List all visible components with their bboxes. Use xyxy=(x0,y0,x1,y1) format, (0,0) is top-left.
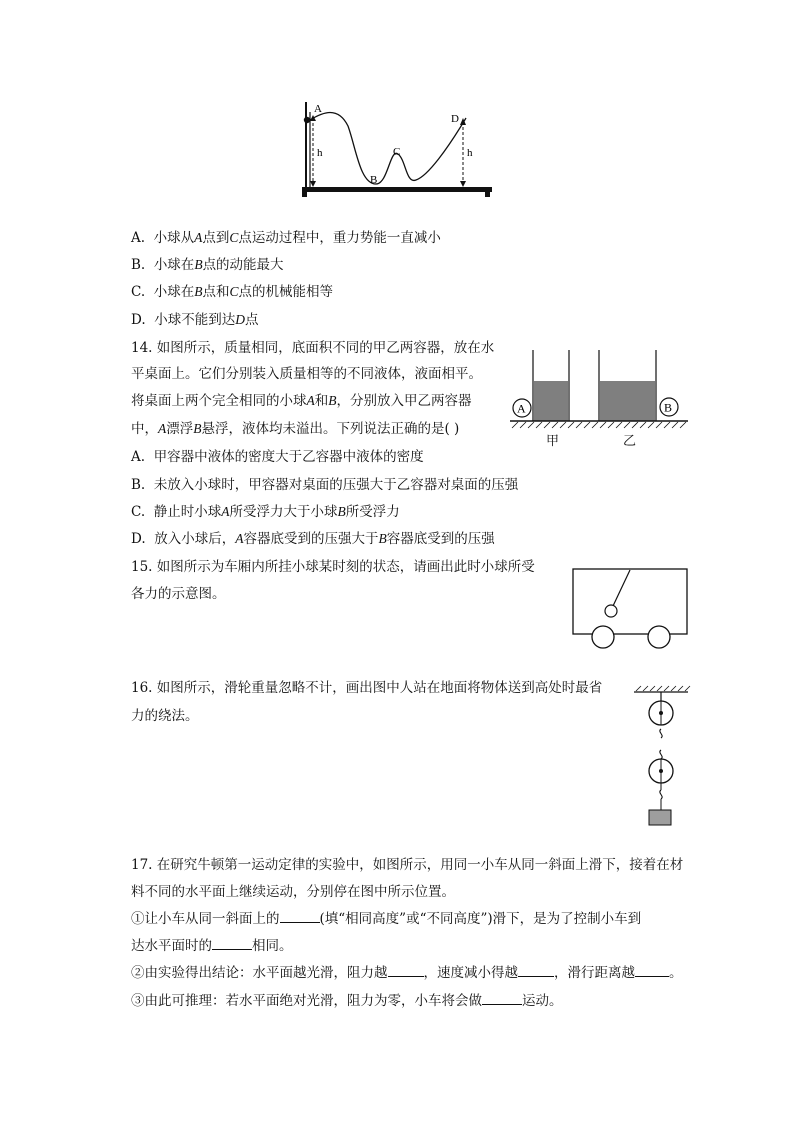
q13-track-figure xyxy=(298,98,498,202)
label-a: A xyxy=(314,103,322,115)
q14-option-a: A. 甲容器中液体的密度大于乙容器中液体的密度 xyxy=(131,449,424,465)
q14-stem-line: 中，A漂浮B悬浮，液体均未溢出。下列说法正确的是( ) xyxy=(131,421,460,437)
answer-blank[interactable] xyxy=(635,962,669,977)
q16-line: 力的绕法。 xyxy=(131,708,199,724)
svg-text:A: A xyxy=(517,401,526,416)
answer-blank[interactable] xyxy=(518,962,554,977)
label-c: C xyxy=(393,146,401,158)
label-yi: 乙 xyxy=(623,434,637,449)
q17-subq-3: ③由此可推理：若水平面绝对光滑，阻力为零，小车将会做 运动。 xyxy=(131,990,563,1011)
q16-pulley-figure xyxy=(630,684,692,830)
answer-blank[interactable] xyxy=(280,908,320,923)
q15-line: 15. 如图所示为车厢内所挂小球某时刻的状态，请画出此时小球所受 xyxy=(131,559,535,575)
liquid-yi xyxy=(600,381,655,421)
answer-blank[interactable] xyxy=(388,962,424,977)
svg-text:B: B xyxy=(664,400,673,415)
carriage-body xyxy=(573,569,687,634)
ball-icon xyxy=(304,117,310,123)
q13-option-b: B. 小球在B点的动能最大 xyxy=(131,257,284,273)
q13-option-a: A. 小球从A点到C点运动过程中，重力势能一直减小 xyxy=(131,230,441,246)
q17-subq-1-cont: 达水平面时的 相同。 xyxy=(131,935,293,956)
q17-subq-1: ①让小车从同一斜面上的 (填“相同高度”或“不同高度”)滑下，是为了控制小车到 xyxy=(131,908,641,929)
pendulum-ball-icon xyxy=(605,605,617,617)
label-h-left: h xyxy=(317,147,323,159)
label-b: B xyxy=(370,174,378,186)
q14-option-b: B. 未放入小球时，甲容器对桌面的压强大于乙容器对桌面的压强 xyxy=(131,477,519,493)
track-curve xyxy=(310,113,466,185)
wheel-left-icon xyxy=(592,626,614,648)
q17-subq-2: ②由实验得出结论：水平面越光滑，阻力越 ，速度减小得越 ，滑行距离越 。 xyxy=(131,962,683,983)
wheel-right-icon xyxy=(648,626,670,648)
q15-line: 各力的示意图。 xyxy=(131,586,226,602)
base-board xyxy=(302,187,492,192)
q17-line: 料不同的水平面上继续运动，分别停在图中所示位置。 xyxy=(131,884,455,900)
liquid-jia xyxy=(534,381,568,421)
label-jia: 甲 xyxy=(546,434,560,449)
q14-stem-line: 平桌面上。它们分别装入质量相等的不同液体，液面相平。 xyxy=(131,366,482,382)
label-h-right: h xyxy=(467,147,473,159)
q16-line: 16. 如图所示，滑轮重量忽略不计，画出图中人站在地面将物体送到高处时最省 xyxy=(131,680,603,696)
label-d: D xyxy=(451,113,459,125)
q13-option-c: C. 小球在B点和C点的机械能相等 xyxy=(131,284,333,300)
q14-containers-figure xyxy=(506,346,692,446)
q14-stem-line: 将桌面上两个完全相同的小球A和B，分别放入甲乙两容器 xyxy=(131,393,472,409)
q14-option-c: C. 静止时小球A所受浮力大于小球B所受浮力 xyxy=(131,504,400,520)
q15-carriage-figure xyxy=(568,565,692,651)
q14-option-d: D. 放入小球后，A容器底受到的压强大于B容器底受到的压强 xyxy=(131,531,495,547)
answer-blank[interactable] xyxy=(212,935,252,950)
weight-block xyxy=(649,810,671,825)
q13-option-d: D. 小球不能到达D点 xyxy=(131,312,259,328)
q14-stem-line: 14. 如图所示，质量相同，底面积不同的甲乙两容器，放在水 xyxy=(131,340,495,356)
answer-blank[interactable] xyxy=(482,990,522,1005)
q17-line: 17. 在研究牛顿第一运动定律的实验中，如图所示，用同一小车从同一斜面上滑下，接着在材 xyxy=(131,857,684,873)
